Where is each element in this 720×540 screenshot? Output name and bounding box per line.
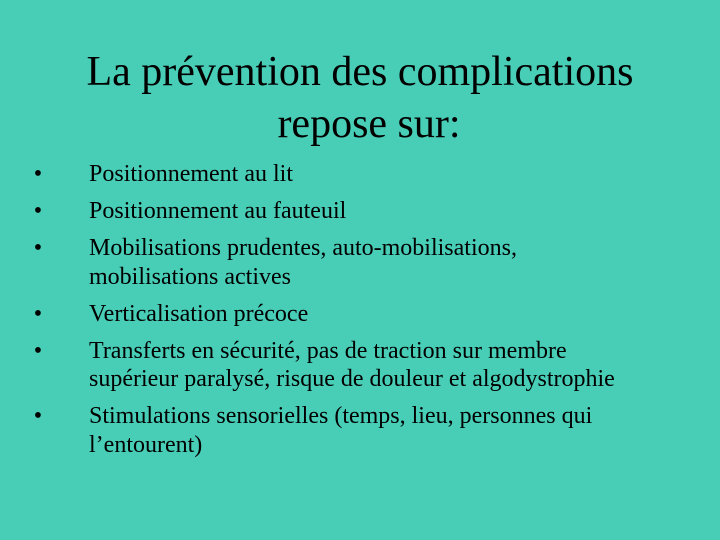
slide-title-line-2: repose sur: xyxy=(277,101,461,147)
bullet-icon: • xyxy=(33,337,43,364)
bullet-icon: • xyxy=(33,300,43,327)
bullet-item xyxy=(28,234,688,291)
bullet-icon: • xyxy=(33,235,43,261)
bullet-item xyxy=(28,160,688,189)
bullet-text: Positionnement au fauteuil xyxy=(89,198,347,224)
bullet-icon: • xyxy=(33,198,43,224)
bullet-text: Mobilisations prudentes, auto-mobilisations, mobilisations actives xyxy=(89,235,517,290)
bullet-text: Transferts en sécurité, pas de traction sur membre supérieur paralysé, risque de douleur et algodystrophie xyxy=(89,337,615,392)
bullet-item xyxy=(28,197,688,226)
bullet-item xyxy=(28,337,688,394)
slide-title xyxy=(40,46,680,150)
bullet-text: Stimulations sensorielles (temps, lieu, personnes qui l’entourent) xyxy=(89,403,593,458)
bullet-text: Verticalisation précoce xyxy=(89,300,309,327)
bullet-item xyxy=(28,402,688,459)
bullet-list xyxy=(28,160,688,468)
bullet-icon: • xyxy=(33,403,43,429)
bullet-item xyxy=(28,300,688,329)
bullet-icon: • xyxy=(33,161,43,187)
slide-title-line-1: La prévention des complications xyxy=(86,49,634,95)
bullet-text: Positionnement au lit xyxy=(89,161,293,187)
